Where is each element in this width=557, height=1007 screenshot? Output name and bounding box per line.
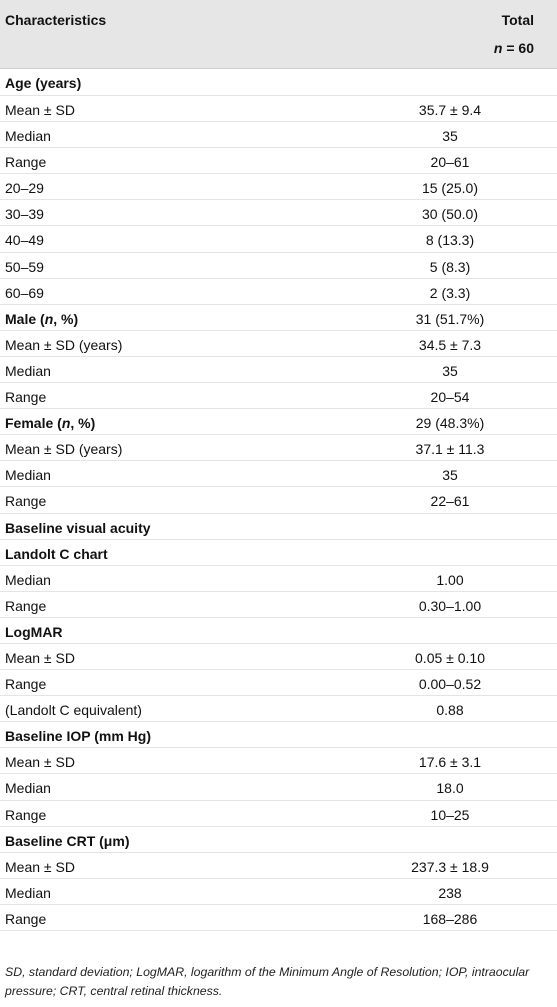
- row-value: 0.00–0.52: [418, 676, 482, 693]
- table-row: [0, 670, 557, 696]
- row-label-pre: Female (: [5, 415, 62, 432]
- row-label: Baseline CRT (μm): [5, 832, 130, 849]
- row-value: 1.00: [436, 571, 464, 588]
- table-row: [0, 853, 557, 879]
- table-row: [0, 96, 557, 122]
- table-footnote: SD, standard deviation; LogMAR, logarithm of the Minimum Angle of Resolution; IOP, intraocular pressure; CRT, central retinal thickness.: [5, 965, 530, 998]
- table-row: [0, 644, 557, 670]
- row-value: 238: [438, 884, 462, 901]
- table-row: [0, 122, 557, 148]
- table-row: [0, 69, 557, 96]
- row-label: Median: [5, 884, 51, 901]
- row-value: 22–61: [430, 493, 470, 510]
- table-row: [0, 540, 557, 566]
- row-value: 0.05 ± 0.10: [415, 649, 485, 666]
- row-label: Range: [5, 493, 47, 510]
- table-row: [0, 357, 557, 383]
- row-label: Range: [5, 676, 47, 693]
- table-row: [0, 592, 557, 618]
- row-value: 0.30–1.00: [418, 597, 482, 614]
- row-value: 35: [442, 362, 458, 379]
- row-value: 8 (13.3): [425, 232, 475, 249]
- row-label: Baseline visual acuity: [5, 519, 151, 536]
- row-label: [5, 311, 78, 327]
- table-row: [0, 514, 557, 540]
- table-row: [0, 226, 557, 252]
- row-value: 20–61: [430, 154, 470, 171]
- table-row: [0, 879, 557, 905]
- row-label-post: , %): [70, 415, 96, 432]
- row-label: 30–39: [5, 206, 44, 223]
- row-label: [5, 415, 95, 431]
- header-total: Total: [501, 12, 534, 28]
- row-label: Mean ± SD (years): [5, 336, 123, 353]
- row-label: Mean ± SD (years): [5, 441, 123, 458]
- table-row: [0, 174, 557, 200]
- row-label-post: , %): [53, 310, 79, 327]
- row-label: Age (years): [5, 75, 82, 91]
- table-row: [0, 305, 557, 331]
- header-n: [494, 40, 534, 56]
- row-label: Baseline IOP (mm Hg): [5, 728, 152, 745]
- table-row: [0, 905, 557, 931]
- row-label: Median: [5, 571, 51, 588]
- table-header: [0, 0, 557, 69]
- header-n-symbol: n: [493, 40, 503, 56]
- header-n-value: = 60: [502, 40, 534, 56]
- row-value: 168–286: [422, 910, 478, 927]
- table-row: [0, 435, 557, 461]
- row-value: 35: [442, 128, 458, 145]
- row-label: Mean ± SD: [5, 649, 75, 666]
- row-value: 10–25: [430, 806, 470, 823]
- row-value: 35.7 ± 9.4: [418, 102, 482, 118]
- row-label-pre: Male (: [5, 310, 45, 327]
- table-row: [0, 279, 557, 305]
- table-row: [0, 774, 557, 800]
- table-row: [0, 748, 557, 774]
- row-label: Median: [5, 780, 51, 797]
- row-label: Range: [5, 910, 47, 927]
- row-label: Mean ± SD: [5, 858, 75, 875]
- table-row: [0, 253, 557, 279]
- row-label: Range: [5, 154, 47, 171]
- row-value: 5 (8.3): [429, 258, 471, 275]
- row-label-n: n: [61, 415, 71, 432]
- row-label: 60–69: [5, 284, 44, 301]
- header-characteristics: Characteristics: [5, 12, 107, 28]
- row-value: 18.0: [436, 780, 464, 797]
- table-row: [0, 383, 557, 409]
- row-label: Range: [5, 806, 47, 823]
- table-row: [0, 461, 557, 487]
- row-value: 0.88: [436, 702, 464, 719]
- row-value: 15 (25.0): [421, 180, 479, 197]
- row-label: Median: [5, 362, 51, 379]
- row-label: LogMAR: [5, 623, 63, 640]
- row-label: Median: [5, 467, 51, 484]
- table-row: [0, 200, 557, 226]
- row-label-n: n: [44, 310, 54, 327]
- table-row: [0, 331, 557, 357]
- table-row: [0, 827, 557, 853]
- row-value: 17.6 ± 3.1: [418, 754, 482, 771]
- table-row: [0, 722, 557, 748]
- table-row: [0, 148, 557, 174]
- row-label: Landolt C chart: [5, 545, 108, 562]
- row-label: Range: [5, 597, 47, 614]
- row-value: 2 (3.3): [429, 284, 471, 301]
- table-row: [0, 696, 557, 722]
- table-row: [0, 409, 557, 435]
- row-value: 30 (50.0): [421, 206, 479, 223]
- table-row: [0, 487, 557, 513]
- row-label: 50–59: [5, 258, 44, 275]
- row-label: Mean ± SD: [5, 754, 75, 771]
- table-row: [0, 801, 557, 827]
- row-value: 37.1 ± 11.3: [415, 441, 485, 458]
- table-row: [0, 618, 557, 644]
- row-label: Range: [5, 389, 47, 406]
- row-value: 31 (51.7%): [415, 310, 485, 327]
- row-label: 40–49: [5, 232, 44, 249]
- row-value: 35: [442, 467, 458, 484]
- row-value: 34.5 ± 7.3: [418, 336, 482, 353]
- row-value: 237.3 ± 18.9: [411, 858, 489, 875]
- row-label: (Landolt C equivalent): [5, 702, 142, 719]
- row-label: 20–29: [5, 180, 44, 197]
- row-value: 29 (48.3%): [415, 415, 485, 432]
- row-value: 20–54: [430, 389, 470, 406]
- table-body: [0, 69, 557, 931]
- table-row: [0, 566, 557, 592]
- row-label: Median: [5, 128, 51, 145]
- row-label: Mean ± SD: [5, 102, 75, 118]
